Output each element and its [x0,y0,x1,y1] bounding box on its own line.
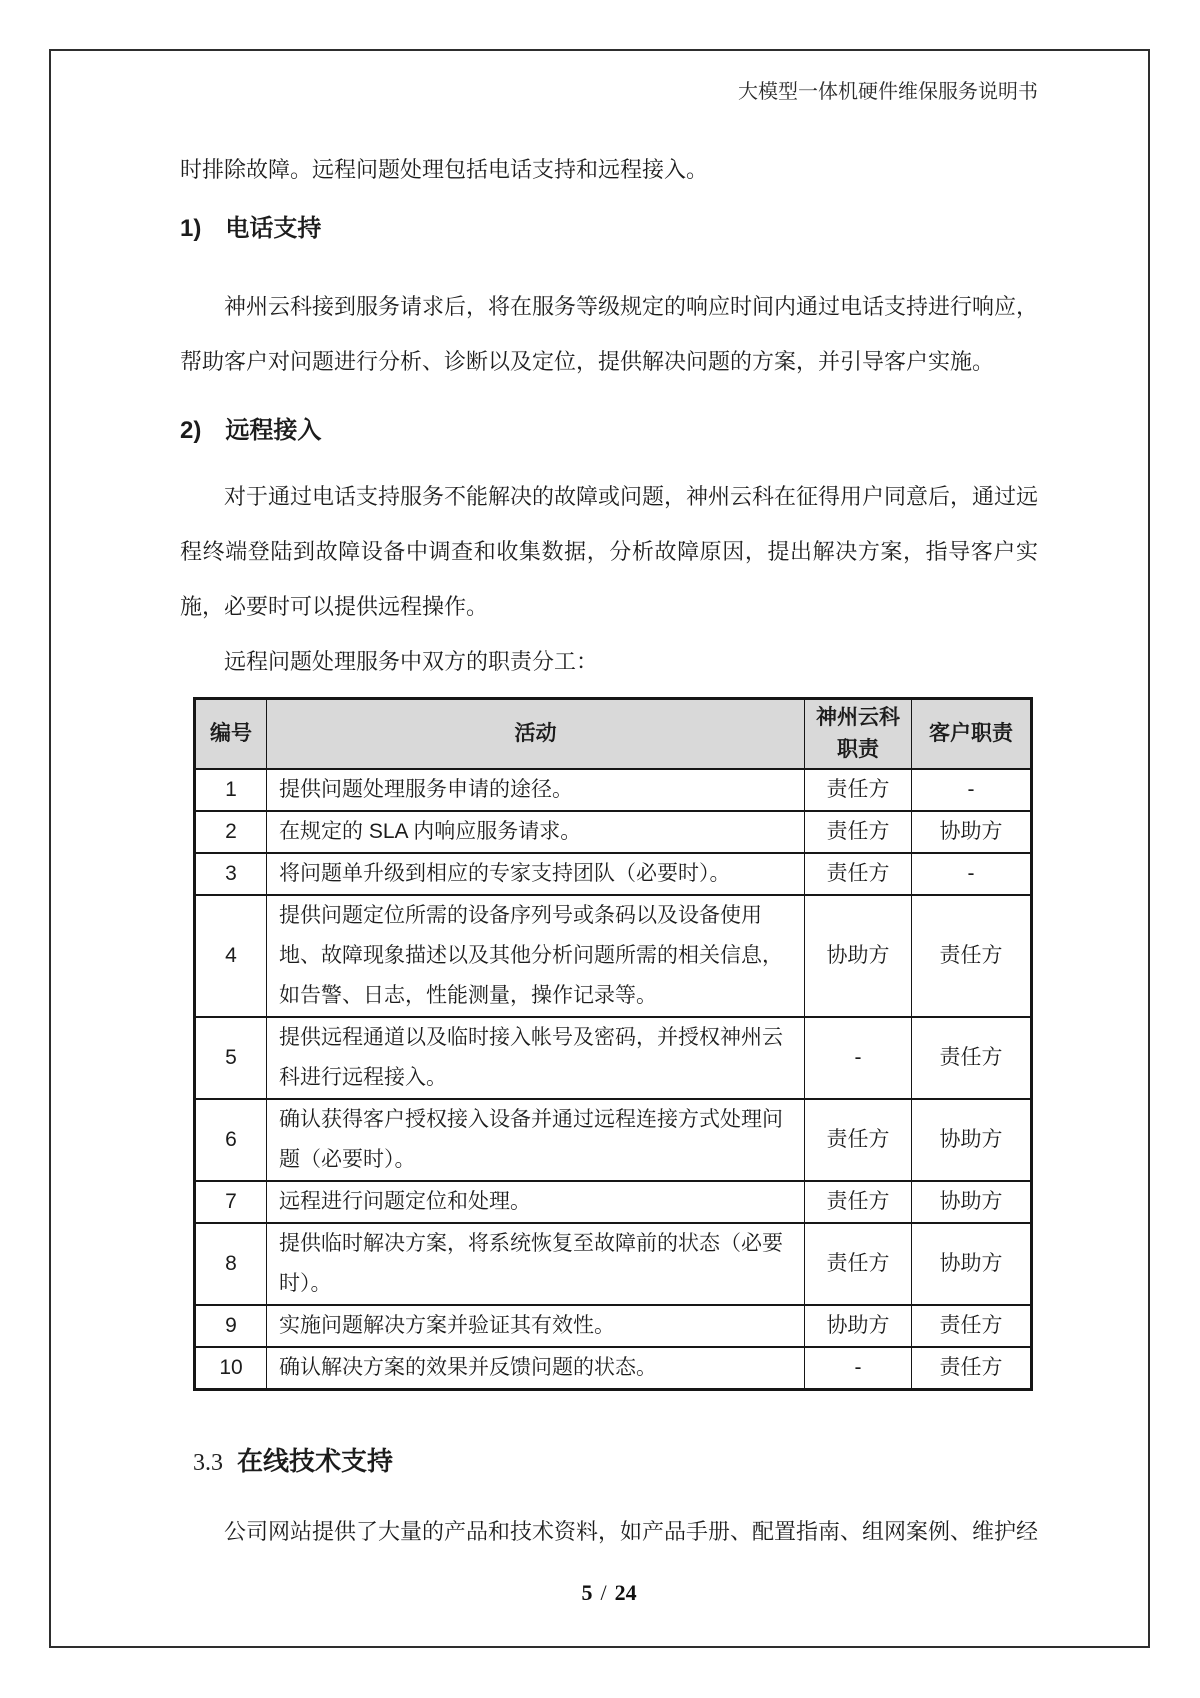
responsibility-table-body [195,769,1032,1390]
cell-activity: 远程进行问题定位和处理。 [267,1181,805,1223]
cell-customer: 协助方 [912,811,1032,853]
table-row [195,1099,1032,1181]
footer-total-pages: 24 [614,1580,637,1605]
footer-separator: / [600,1580,607,1605]
table-header-row [195,699,1032,770]
paragraph-continuation: 时排除故障。远程问题处理包括电话支持和远程接入。 [180,157,709,182]
cell-customer: 协助方 [912,1099,1032,1181]
heading-phone-support: 1) 电话支持 [180,215,322,242]
heading-online-support [193,1441,1038,1478]
table-row [195,769,1032,811]
footer-current-page: 5 [581,1580,593,1605]
cell-customer: 责任方 [912,1305,1032,1347]
cell-customer: 协助方 [912,1181,1032,1223]
cell-no: 1 [195,769,267,811]
paragraph-online-support: 公司网站提供了大量的产品和技术资料，如产品手册、配置指南、组网案例、维护经 [224,1519,1039,1544]
cell-no: 4 [195,895,267,1017]
cell-no: 3 [195,853,267,895]
cell-customer: 责任方 [912,1347,1032,1390]
paragraph-phone-support: 神州云科接到服务请求后，将在服务等级规定的响应时间内通过电话支持进行响应，帮助客户对问题进行分析、诊断以及定位，提供解决问题的方案，并引导客户实施。 [180,294,1039,374]
cell-customer: 协助方 [912,1223,1032,1305]
responsibility-table [193,697,1033,1391]
table-row [195,853,1032,895]
cell-no: 6 [195,1099,267,1181]
header-cell-customer: 客户职责 [912,699,1032,770]
cell-vendor: 责任方 [805,1223,912,1305]
cell-no: 10 [195,1347,267,1390]
header-cell-activity: 活动 [267,699,805,770]
cell-vendor: - [805,1017,912,1099]
cell-no: 5 [195,1017,267,1099]
cell-vendor: - [805,1347,912,1390]
table-row [195,1223,1032,1305]
table-row [195,1305,1032,1347]
cell-no: 2 [195,811,267,853]
table-row [195,895,1032,1017]
table-row [195,1347,1032,1390]
cell-vendor: 协助方 [805,895,912,1017]
cell-vendor: 责任方 [805,811,912,853]
header-vendor-line1: 神州云科 [816,706,900,729]
responsibility-table-header [195,699,1032,770]
cell-customer: - [912,769,1032,811]
heading-remote-access: 2) 远程接入 [180,417,322,444]
cell-activity: 在规定的 SLA 内响应服务请求。 [267,811,805,853]
cell-customer: - [912,853,1032,895]
heading-online-label: 在线技术支持 [237,1446,394,1476]
cell-vendor: 协助方 [805,1305,912,1347]
document-header-title: 大模型一体机硬件维保服务说明书 [738,81,1038,103]
table-row [195,811,1032,853]
cell-vendor: 责任方 [805,853,912,895]
document-page [180,0,1038,1559]
heading-online-number: 3.3 [193,1450,223,1476]
cell-vendor: 责任方 [805,1099,912,1181]
header-cell-no: 编号 [195,699,267,770]
paragraph-remote-access: 对于通过电话支持服务不能解决的故障或问题，神州云科在征得用户同意后，通过远程终端登陆到故障设备中调查和收集数据，分析故障原因，提出解决方案，指导客户实施，必要时可以提供远程操作。 [180,484,1039,619]
cell-activity: 提供问题处理服务申请的途径。 [267,769,805,811]
header-vendor-line2: 职责 [837,738,879,761]
cell-vendor: 责任方 [805,769,912,811]
paragraph-table-intro: 远程问题处理服务中双方的职责分工： [224,649,599,674]
cell-activity: 确认获得客户授权接入设备并通过远程连接方式处理问题（必要时）。 [267,1099,805,1181]
cell-no: 9 [195,1305,267,1347]
table-row [195,1181,1032,1223]
cell-vendor: 责任方 [805,1181,912,1223]
cell-activity: 将问题单升级到相应的专家支持团队（必要时）。 [267,853,805,895]
page-footer [180,1580,1038,1606]
cell-activity: 提供临时解决方案，将系统恢复至故障前的状态（必要时）。 [267,1223,805,1305]
table-row [195,1017,1032,1099]
header-cell-vendor [805,699,912,770]
cell-activity: 实施问题解决方案并验证其有效性。 [267,1305,805,1347]
cell-customer: 责任方 [912,1017,1032,1099]
cell-no: 7 [195,1181,267,1223]
cell-no: 8 [195,1223,267,1305]
cell-activity: 确认解决方案的效果并反馈问题的状态。 [267,1347,805,1390]
cell-activity: 提供远程通道以及临时接入帐号及密码，并授权神州云科进行远程接入。 [267,1017,805,1099]
cell-customer: 责任方 [912,895,1032,1017]
cell-activity: 提供问题定位所需的设备序列号或条码以及设备使用地、故障现象描述以及其他分析问题所需的相关信息，如告警、日志，性能测量，操作记录等。 [267,895,805,1017]
